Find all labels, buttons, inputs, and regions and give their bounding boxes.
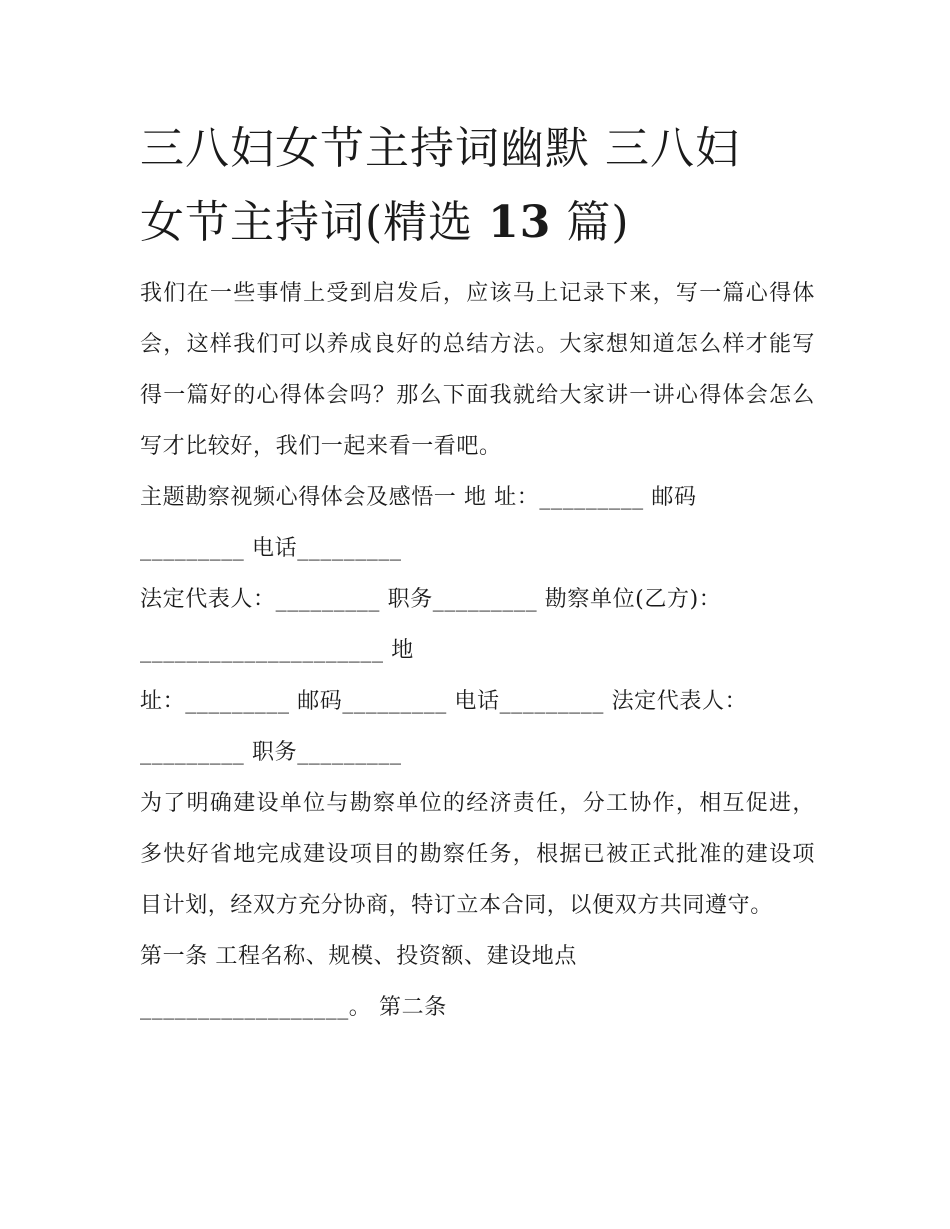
purpose-paragraph: 为了明确建设单位与勘察单位的经济责任，分工协作，相互促进，多快好省地完成建设项目的勘察任务，根据已被正式批准的建设项目计划，经双方充分协商，特订立本合同，以便双方共同遵守。 xyxy=(140,791,815,918)
party-a-address-line: 主题勘察视频心得体会及感悟一 地 址：_________ 邮码 xyxy=(140,485,697,510)
party-b-name-line: _____________________ 地 xyxy=(140,638,414,663)
intro-paragraph: 我们在一些事情上受到启发后，应该马上记录下来，写一篇心得体会，这样我们可以养成良好的总结方法。大家想知道怎么样才能写得一篇好的心得体会吗？那么下面我就给大家讲一讲心得体会怎么写才比较好，我们一起来看一看吧。 xyxy=(140,281,815,459)
party-b-address-line: 址：_________ 邮码_________ 电话_________ 法定代表人： xyxy=(140,689,748,714)
document-page xyxy=(140,112,815,1033)
party-a-representative-line: 法定代表人：_________ 职务_________ 勘察单位(乙方)： xyxy=(140,587,722,612)
party-b-position-line: _________ 职务_________ xyxy=(140,740,402,765)
title-line-1: 三八妇女节主持词幽默 三八妇 xyxy=(140,123,740,174)
party-a-phone-line: _________ 电话_________ xyxy=(140,536,402,561)
document-title xyxy=(140,112,815,260)
article-two-line: __________________。 第二条 xyxy=(140,995,447,1020)
title-line-2-end: 篇) xyxy=(551,197,630,248)
document-body xyxy=(140,268,815,1033)
title-line-2-start: 女节主持词(精选 xyxy=(140,197,489,248)
title-count: 13 xyxy=(488,197,552,248)
article-one-heading: 第一条 工程名称、规模、投资额、建设地点 xyxy=(140,944,577,969)
